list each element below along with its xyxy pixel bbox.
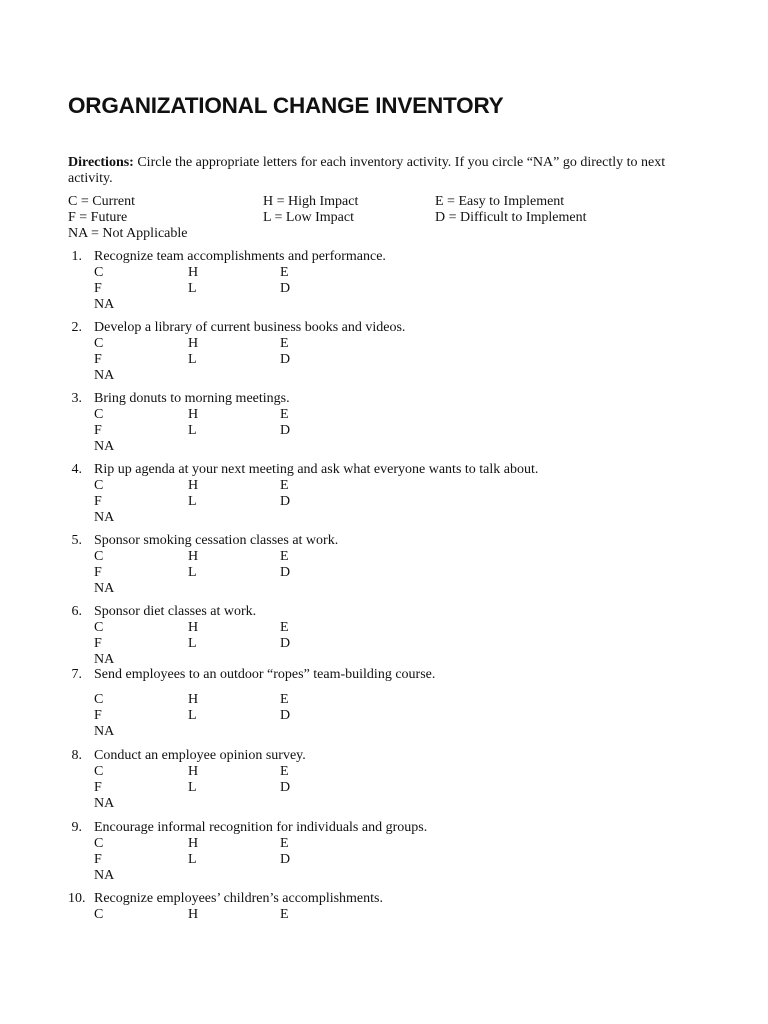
option-l[interactable]: L [188, 494, 197, 509]
option-na[interactable]: NA [94, 724, 115, 739]
item-number: 5. [71, 533, 82, 548]
option-na[interactable]: NA [94, 297, 115, 312]
option-f[interactable]: F [94, 565, 102, 580]
option-f[interactable]: F [94, 636, 102, 651]
item-number: 4. [71, 462, 82, 477]
option-f[interactable]: F [94, 423, 102, 438]
legend-easy: E = Easy to Implement [435, 194, 565, 209]
option-c[interactable]: C [94, 620, 104, 635]
option-na[interactable]: NA [94, 652, 115, 667]
option-f[interactable]: F [94, 852, 102, 867]
option-na[interactable]: NA [94, 368, 115, 383]
document-title: ORGANIZATIONAL CHANGE INVENTORY [68, 93, 504, 118]
option-d[interactable]: D [280, 423, 291, 438]
option-e[interactable]: E [280, 478, 289, 493]
item-text: Bring donuts to morning meetings. [94, 391, 290, 406]
option-c[interactable]: C [94, 478, 104, 493]
item-number: 10. [68, 891, 86, 906]
directions-label: Directions: [68, 155, 134, 170]
option-na[interactable]: NA [94, 439, 115, 454]
item-text: Conduct an employee opinion survey. [94, 748, 306, 763]
option-h[interactable]: H [188, 265, 199, 280]
directions-text: Circle the appropriate letters for each inventory activity. If you circle “NA” go directly to next activity. [68, 155, 666, 186]
legend-current: C = Current [68, 194, 135, 209]
option-h[interactable]: H [188, 907, 199, 922]
option-d[interactable]: D [280, 708, 291, 723]
option-f[interactable]: F [94, 352, 102, 367]
option-e[interactable]: E [280, 692, 289, 707]
option-l[interactable]: L [188, 352, 197, 367]
item-text: Send employees to an outdoor “ropes” team-building course. [94, 667, 436, 682]
option-l[interactable]: L [188, 852, 197, 867]
option-e[interactable]: E [280, 836, 289, 851]
option-na[interactable]: NA [94, 796, 115, 811]
option-h[interactable]: H [188, 620, 199, 635]
item-number: 3. [71, 391, 82, 406]
option-e[interactable]: E [280, 549, 289, 564]
option-d[interactable]: D [280, 281, 291, 296]
item-number: 1. [71, 249, 82, 264]
option-e[interactable]: E [280, 620, 289, 635]
option-h[interactable]: H [188, 407, 199, 422]
option-d[interactable]: D [280, 494, 291, 509]
item-text: Recognize employees’ children’s accomplishments. [94, 891, 383, 906]
option-e[interactable]: E [280, 265, 289, 280]
option-e[interactable]: E [280, 764, 289, 779]
option-f[interactable]: F [94, 780, 102, 795]
option-h[interactable]: H [188, 836, 199, 851]
option-na[interactable]: NA [94, 510, 115, 525]
option-l[interactable]: L [188, 565, 197, 580]
legend-future: F = Future [68, 210, 128, 225]
option-h[interactable]: H [188, 764, 199, 779]
legend-not-applicable: NA = Not Applicable [68, 226, 188, 241]
option-l[interactable]: L [188, 636, 197, 651]
legend-difficult: D = Difficult to Implement [435, 210, 587, 225]
option-e[interactable]: E [280, 336, 289, 351]
option-c[interactable]: C [94, 336, 104, 351]
item-number: 6. [71, 604, 82, 619]
option-l[interactable]: L [188, 708, 197, 723]
option-na[interactable]: NA [94, 868, 115, 883]
option-e[interactable]: E [280, 407, 289, 422]
legend-high-impact: H = High Impact [263, 194, 359, 209]
option-c[interactable]: C [94, 407, 104, 422]
option-c[interactable]: C [94, 907, 104, 922]
option-d[interactable]: D [280, 352, 291, 367]
item-number: 2. [71, 320, 82, 335]
item-text: Encourage informal recognition for individuals and groups. [94, 820, 428, 835]
option-h[interactable]: H [188, 549, 199, 564]
option-c[interactable]: C [94, 764, 104, 779]
option-d[interactable]: D [280, 636, 291, 651]
option-c[interactable]: C [94, 836, 104, 851]
item-text: Sponsor diet classes at work. [94, 604, 257, 619]
option-l[interactable]: L [188, 780, 197, 795]
option-e[interactable]: E [280, 907, 289, 922]
option-c[interactable]: C [94, 692, 104, 707]
legend-low-impact: L = Low Impact [263, 210, 354, 225]
option-c[interactable]: C [94, 265, 104, 280]
option-l[interactable]: L [188, 281, 197, 296]
option-f[interactable]: F [94, 281, 102, 296]
option-h[interactable]: H [188, 692, 199, 707]
item-number: 7. [71, 667, 82, 682]
option-na[interactable]: NA [94, 581, 115, 596]
option-d[interactable]: D [280, 852, 291, 867]
option-h[interactable]: H [188, 478, 199, 493]
item-number: 8. [71, 748, 82, 763]
option-h[interactable]: H [188, 336, 199, 351]
option-f[interactable]: F [94, 494, 102, 509]
option-d[interactable]: D [280, 780, 291, 795]
option-c[interactable]: C [94, 549, 104, 564]
option-l[interactable]: L [188, 423, 197, 438]
item-text: Recognize team accomplishments and performance. [94, 249, 386, 264]
option-f[interactable]: F [94, 708, 102, 723]
directions [68, 155, 678, 187]
item-number: 9. [71, 820, 82, 835]
option-d[interactable]: D [280, 565, 291, 580]
item-text: Sponsor smoking cessation classes at work. [94, 533, 339, 548]
item-text: Rip up agenda at your next meeting and ask what everyone wants to talk about. [94, 462, 539, 477]
item-text: Develop a library of current business books and videos. [94, 320, 406, 335]
